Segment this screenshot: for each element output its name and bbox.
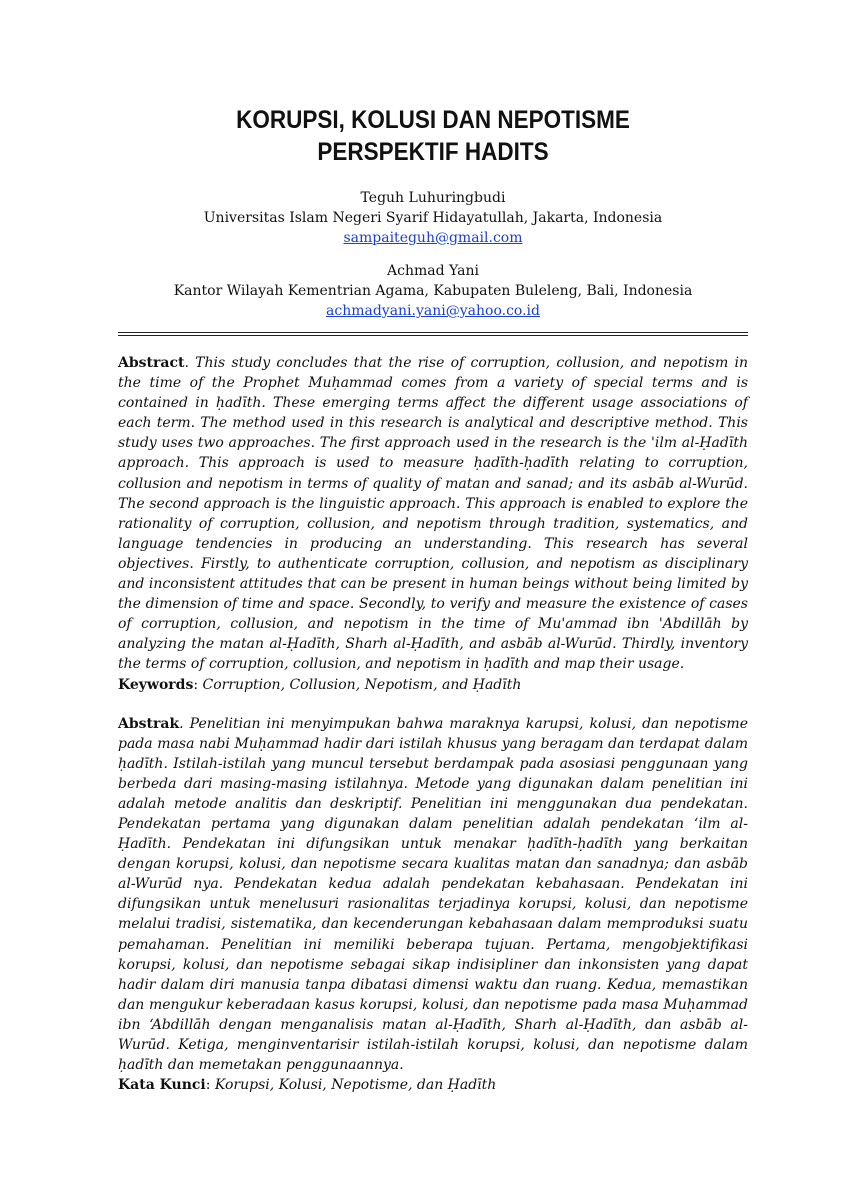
keywords-separator: :	[193, 676, 203, 693]
title-line-2: PERSPEKTIF HADITS	[317, 138, 549, 166]
author-affiliation: Kantor Wilayah Kementrian Agama, Kabupaten Buleleng, Bali, Indonesia	[173, 283, 693, 299]
abstrak-label-separator: .	[179, 715, 184, 732]
abstrak-label: Abstrak	[118, 715, 180, 732]
keywords-value: Corruption, Collusion, Nepotism, and Ḥadīth	[202, 676, 522, 693]
abstrak-paragraph	[118, 714, 748, 1076]
kata-kunci-label: Kata Kunci	[118, 1077, 206, 1094]
abstract-text: This study concludes that the rise of corruption, collusion, and nepotism in the time of the Prophet Muḥammad comes from a variety of special terms and is contained in ḥadīth. These emerging terms affect the different usage associations of each term. The method used in this research is analytical and descriptive method. This study uses two approaches. The first approach used in the research is the 'ilm al-Ḥadīth approach. This approach is used to measure ḥadīth-ḥadīth relating to corruption, collusion and nepotism in terms of quality of matan and sanad; and its asbāb al-Wurūd. The second approach is the linguistic approach. This approach is enabled to explore the rationality of corruption, collusion, and nepotism through tradition, systematics, and language tendencies in producing an understanding. This research has several objectives. Firstly, to authenticate corruption, collusion, and nepotism as disciplinary and inconsistent attitudes that can be present in human beings without being limited by the dimension of time and space. Secondly, to verify and measure the existence of cases of corruption, collusion, and nepotism in the time of Mu'ammad ibn 'Abdillāh by analyzing the matan al-Ḥadīth, Sharh al-Ḥadīth, and asbāb al-Wurūd. Thirdly, inventory the terms of corruption, collusion, and nepotism in ḥadīth and map their usage.	[118, 355, 748, 673]
author-block-2	[118, 261, 748, 321]
keywords-line	[118, 675, 748, 695]
abstract-label: Abstract	[118, 355, 185, 371]
author-block-1	[118, 188, 748, 248]
author-name: Teguh Luhuringbudi	[360, 190, 506, 206]
title-line-1: KORUPSI, KOLUSI DAN NEPOTISME	[236, 106, 630, 134]
abstract-paragraph	[118, 353, 748, 675]
author-email-link[interactable]: achmadyani.yani@yahoo.co.id	[326, 303, 540, 319]
abstract-label-separator: .	[184, 355, 189, 371]
double-rule-divider	[118, 332, 748, 336]
keywords-label: Keywords	[118, 676, 194, 693]
author-list	[118, 188, 748, 321]
abstrak-text: Penelitian ini menyimpukan bahwa maraknya karupsi, kolusi, dan nepotisme pada masa nabi Muḥammad hadir dari istilah khusus yang beragam dan terdapat dalam ḥadīth. Istilah-istilah yang muncul tersebut berdampak pada asosiasi penggunaan yang berbeda dari masing-masing istilahnya. Metode yang digunakan dalam penelitian ini adalah metode analitis dan deskriptif. Penelitian ini menggunakan dua pendekatan. Pendekatan pertama yang digunakan dalam penelitian adalah pendekatan ‘ilm al-Ḥadīth. Pendekatan ini difungsikan untuk menakar ḥadīth-ḥadīth yang berkaitan dengan korupsi, kolusi, dan nepotisme secara kualitas matan dan sanadnya; dan asbāb al-Wurūd nya. Pendekatan kedua adalah pendekatan kebahasaan. Pendekatan ini difungsikan untuk menelusuri rasionalitas terjadinya korupsi, kolusi, dan nepotisme melalui tradisi, sistematika, dan kecenderungan kebahasaan dalam memproduksi suatu pemahaman. Penelitian ini memiliki beberapa tujuan. Pertama, mengobjektifikasi korupsi, kolusi, dan nepotisme sebagai sikap indisipliner dan inkonsisten yang dapat hadir dalam diri manusia tanpa dibatasi dimensi waktu dan ruang. Kedua, memastikan dan mengukur keberadaan kasus korupsi, kolusi, dan nepotisme pada masa Muḥammad ibn ‘Abdillāh dengan menganalisis matan al-Ḥadīth, Sharh al-Ḥadīth, dan asbāb al-Wurūd. Ketiga, menginventarisir istilah-istilah korupsi, kolusi, dan nepotisme dalam ḥadīth dan memetakan penggunaannya.	[118, 715, 748, 1074]
abstract-english	[118, 353, 748, 695]
kata-kunci-separator: :	[205, 1077, 215, 1094]
author-name: Achmad Yani	[387, 263, 479, 279]
paper-first-page	[118, 104, 748, 1095]
author-email-link[interactable]: sampaiteguh@gmail.com	[343, 230, 523, 246]
author-affiliation: Universitas Islam Negeri Syarif Hidayatullah, Jakarta, Indonesia	[203, 210, 663, 226]
abstract-indonesian	[118, 714, 748, 1096]
kata-kunci-line	[118, 1075, 748, 1095]
kata-kunci-value: Korupsi, Kolusi, Nepotisme, dan Ḥadīth	[214, 1077, 497, 1094]
paper-title	[150, 104, 717, 168]
